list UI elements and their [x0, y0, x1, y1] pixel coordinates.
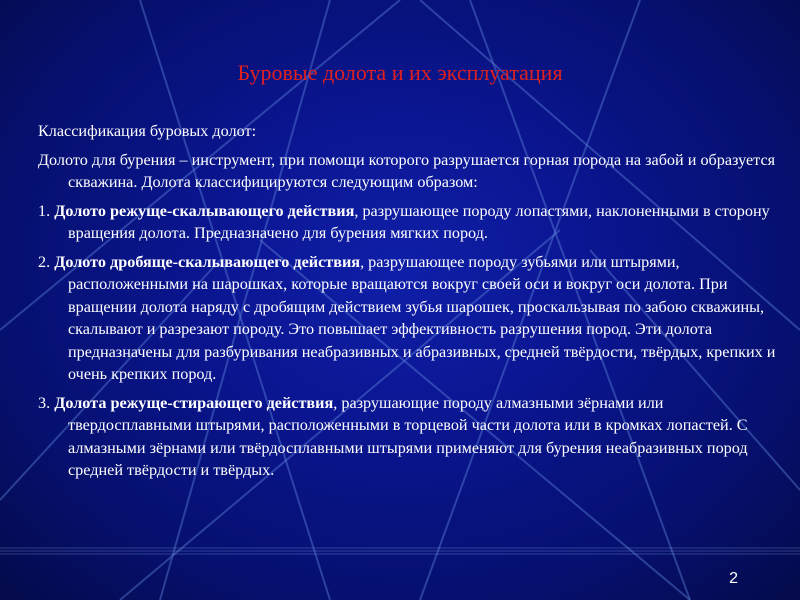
item-term: Долото режуще-скалывающего действия — [54, 201, 355, 220]
slide-title: Буровые долота и их эксплуатация — [237, 60, 563, 85]
item-term: Долото дробяще-скалывающего действия — [54, 252, 361, 271]
definition-paragraph: Долото для бурения – инструмент, при помощи которого разрушается горная порода на забой и образуется скважина. Долота классифицируются следующим образом: — [38, 150, 776, 191]
item-term: Долота режуще-стирающего действия — [54, 393, 334, 412]
item-number: 3. — [38, 393, 55, 412]
item-description: , разрушающее породу лопастями, наклоненными в сторону вращения долота. Предназначено для бурения мягких пород. — [68, 201, 770, 242]
list-item-1 — [38, 200, 778, 245]
list-item-3 — [38, 392, 778, 482]
item-number: 1. — [38, 201, 55, 220]
slide-body — [38, 120, 778, 488]
list-item-2 — [38, 251, 778, 386]
item-description: , разрушающее породу зубьями или штырями, расположенными на шарошках, которые вращаются вокруг своей оси и вокруг оси долота. При вращении долота наряду с дробящим действием зубья шарошек, проскальзывая по забою скважины, скалывают и разрезают породу. Это повышает эффективность разрушения пород. Эти долота предназначены для разбуривания неабразивных и абразивных, средней твёрдости, твёрдых, крепких и очень крепких пород. — [68, 252, 776, 383]
classification-heading: Классификация буровых долот: — [38, 122, 257, 140]
page-number: 2 — [729, 570, 738, 587]
item-number: 2. — [38, 252, 55, 271]
item-description: , разрушающие породу алмазными зёрнами или твердосплавными штырями, расположенными в торцевой части долота или в кромках лопастей. С алмазными зёрнами или твёрдосплавными штырями применяют для бурения неабразивных пород средней твёрдости и твёрдых. — [68, 393, 748, 479]
